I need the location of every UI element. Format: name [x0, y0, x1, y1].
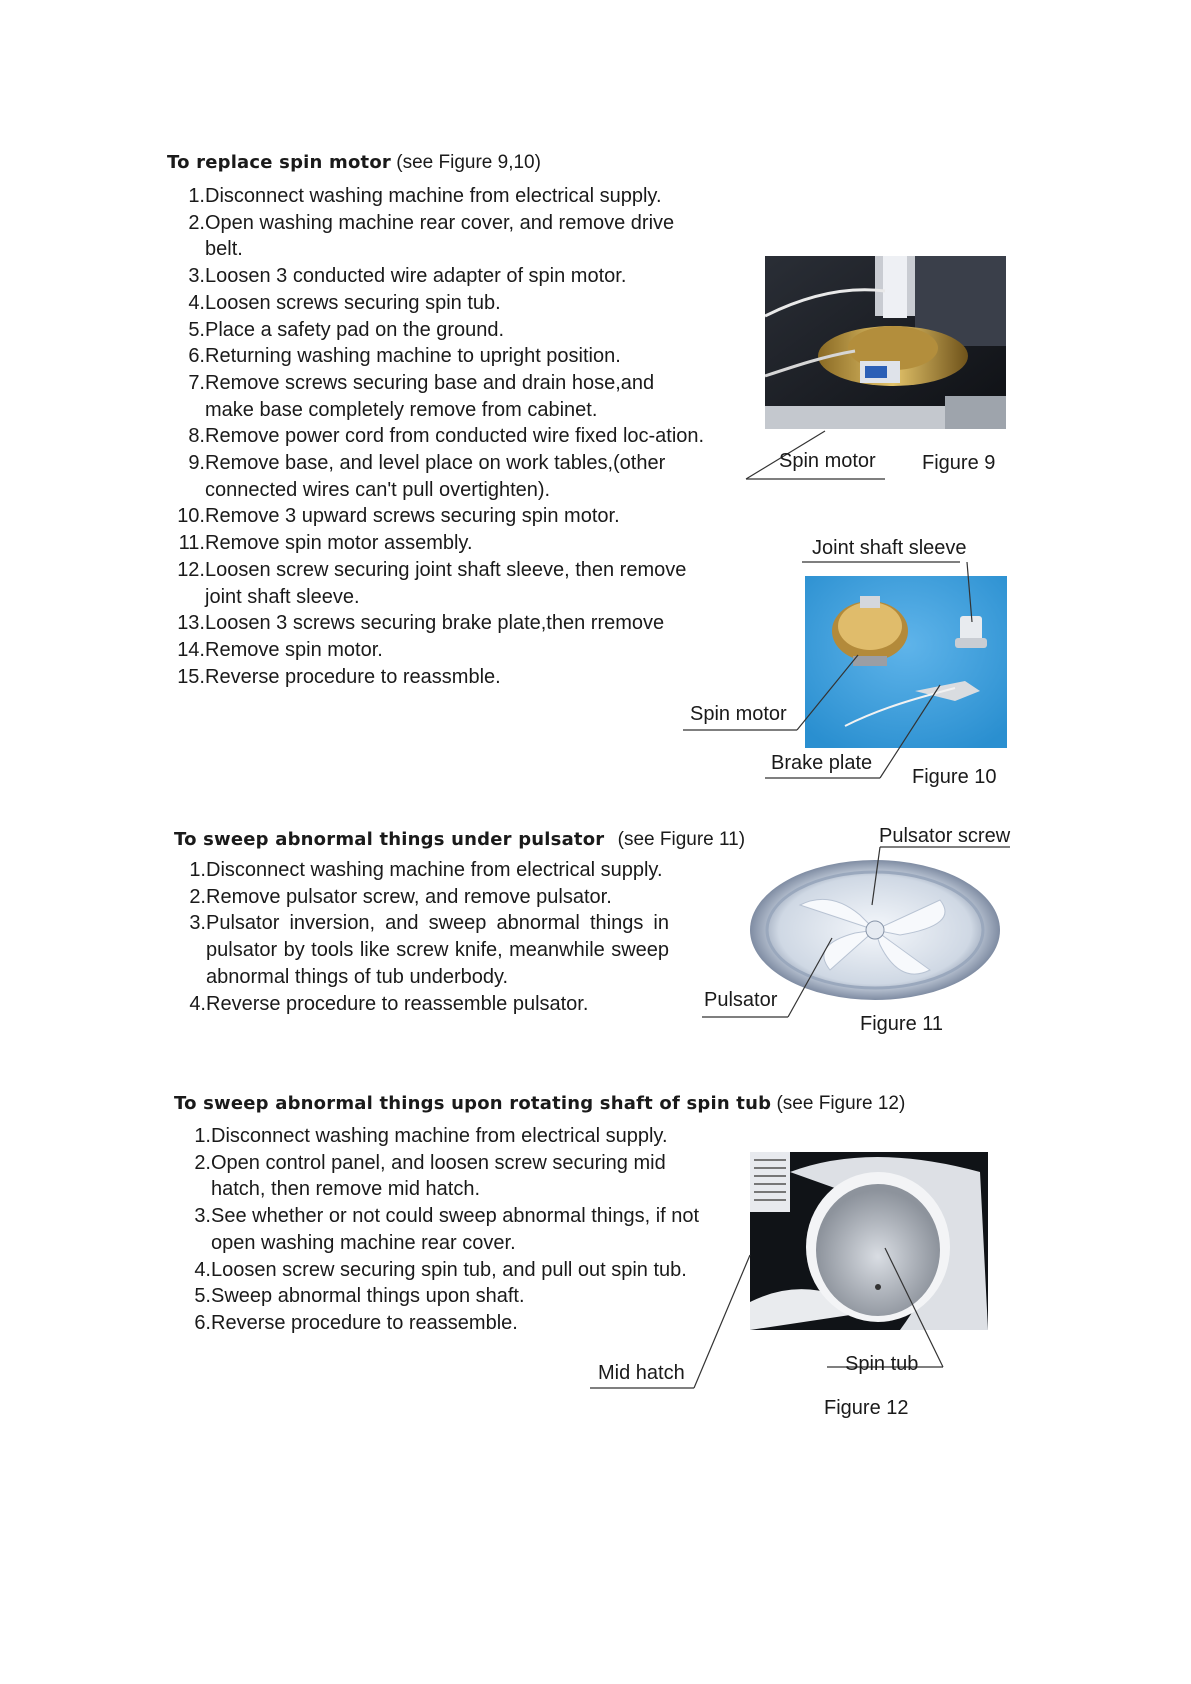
list-item: 1. Disconnect washing machine from electrical supply.: [189, 859, 663, 881]
label-joint-shaft-sleeve: Joint shaft sleeve: [812, 537, 967, 559]
list-item: 3. Pulsator inversion, and sweep abnormal things in pulsator by tools like screw knife, meanwhile sweep abnormal things of tub underbody.: [189, 912, 669, 988]
list-item: 4. Loosen screws securing spin tub.: [188, 291, 501, 314]
list-item: 6. Reverse procedure to reassemble.: [194, 1311, 518, 1334]
list-item: 3. Loosen 3 conducted wire adapter of spin motor.: [188, 265, 627, 288]
figure-reference: (see Figure 12): [776, 1093, 906, 1114]
label-spin-motor-fig9: Spin motor: [779, 450, 876, 472]
section-title: To sweep abnormal things under pulsator: [174, 829, 605, 850]
figure-11-caption: Figure 11: [860, 1013, 944, 1035]
list-item: 2. Open control panel, and loosen screw securing mid hatch, then remove mid hatch.: [194, 1151, 666, 1201]
section-title: To sweep abnormal things upon rotating shaft of spin tub: [174, 1093, 772, 1114]
steps-list-pulsator: [169, 857, 669, 1017]
list-item: 2. Open washing machine rear cover, and remove drive belt.: [188, 211, 675, 261]
figure-10-caption: Figure 10: [912, 766, 997, 788]
list-item: 5. Place a safety pad on the ground.: [188, 318, 505, 341]
list-item: 12. Loosen screw securing joint shaft sleeve, then remove joint shaft sleeve.: [177, 558, 687, 608]
figure-12-caption: Figure 12: [824, 1397, 909, 1419]
list-item: 7. Remove screws securing base and drain hose,and make base completely remove from cabinet.: [188, 371, 655, 421]
section-heading-pulsator: [174, 829, 745, 851]
section-heading-spin-tub-shaft: [174, 1093, 905, 1115]
label-pulsator-screw: Pulsator screw: [879, 825, 1011, 847]
list-item: 13. Loosen 3 screws securing brake plate,then rremove: [177, 612, 665, 635]
list-item: 15. Reverse procedure to reassmble.: [177, 665, 501, 688]
section-heading-replace-spin-motor: [167, 152, 541, 174]
figure-reference: (see Figure 9,10): [396, 152, 541, 173]
label-mid-hatch: Mid hatch: [598, 1362, 685, 1384]
list-item: 11. Remove spin motor assembly.: [178, 532, 473, 555]
list-item: 9. Remove base, and level place on work tables,(other connected wires can't pull overtighten).: [188, 452, 666, 501]
label-spin-motor-fig10: Spin motor: [690, 703, 787, 725]
list-item: 3. See whether or not could sweep abnormal things, if not open washing machine rear cover.: [194, 1205, 700, 1254]
list-item: 2. Remove pulsator screw, and remove pulsator.: [189, 885, 612, 908]
list-item: 10. Remove 3 upward screws securing spin motor.: [177, 505, 620, 528]
label-spin-tub: Spin tub: [845, 1353, 919, 1375]
steps-list-spin-motor: [168, 183, 708, 690]
list-item: 6. Returning washing machine to upright position.: [188, 345, 621, 368]
section-title: To replace spin motor: [167, 152, 391, 173]
list-item: 5. Sweep abnormal things upon shaft.: [194, 1285, 525, 1308]
list-item: 14. Remove spin motor.: [177, 638, 383, 661]
list-item: 4. Reverse procedure to reassemble pulsator.: [189, 992, 589, 1015]
label-pulsator: Pulsator: [704, 989, 778, 1011]
figure-reference: (see Figure 11): [617, 829, 746, 850]
list-item: 4. Loosen screw securing spin tub, and pull out spin tub.: [194, 1258, 687, 1281]
list-item: 1. Disconnect washing machine from electrical supply.: [188, 185, 662, 207]
list-item: 1. Disconnect washing machine from electrical supply.: [194, 1125, 668, 1147]
figure-9-caption: Figure 9: [922, 452, 996, 474]
label-brake-plate: Brake plate: [771, 752, 873, 774]
list-item: 8. Remove power cord from conducted wire fixed loc-ation.: [188, 425, 705, 448]
